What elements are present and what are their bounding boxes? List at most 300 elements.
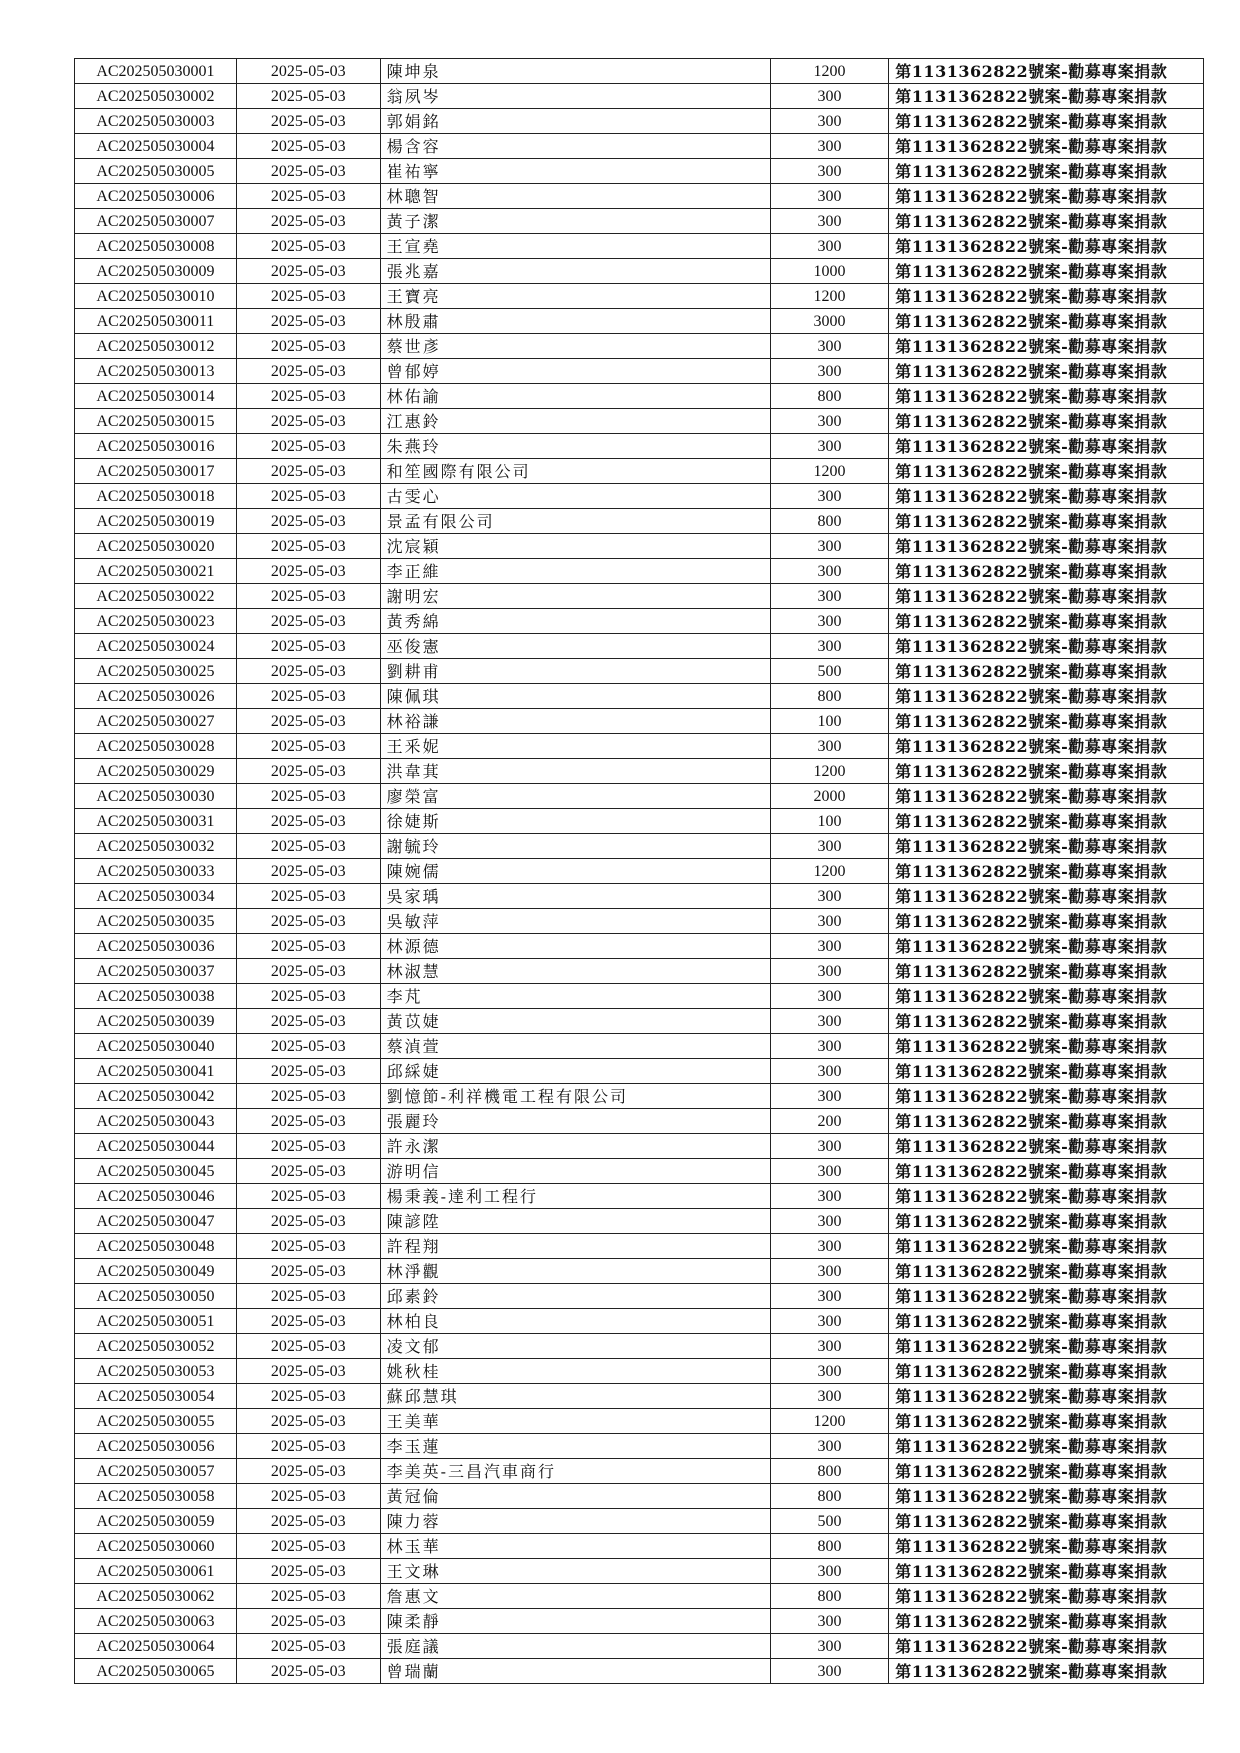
date-cell: 2025-05-03 (236, 459, 380, 484)
receipt-id-cell: AC202505030044 (75, 1134, 237, 1159)
donation-table (74, 58, 1204, 1684)
amount-cell: 300 (770, 434, 889, 459)
amount-cell: 300 (770, 109, 889, 134)
amount-cell: 1000 (770, 259, 889, 284)
receipt-id-cell: AC202505030047 (75, 1209, 237, 1234)
receipt-id-cell: AC202505030031 (75, 809, 237, 834)
table-row (75, 309, 1204, 334)
donor-name-cell: 謝明宏 (380, 584, 770, 609)
receipt-id-cell: AC202505030046 (75, 1184, 237, 1209)
amount-cell: 300 (770, 1209, 889, 1234)
date-cell: 2025-05-03 (236, 909, 380, 934)
donor-name-cell: 和笙國際有限公司 (380, 459, 770, 484)
amount-cell: 300 (770, 84, 889, 109)
amount-cell: 3000 (770, 309, 889, 334)
receipt-id-cell: AC202505030013 (75, 359, 237, 384)
table-row (75, 684, 1204, 709)
date-cell: 2025-05-03 (236, 1359, 380, 1384)
donor-name-cell: 吳家瑀 (380, 884, 770, 909)
donor-name-cell: 楊秉義-達利工程行 (380, 1184, 770, 1209)
date-cell: 2025-05-03 (236, 1659, 380, 1684)
note-cell: 第1131362822號案-勸募專案捐款 (889, 959, 1204, 984)
receipt-id-cell: AC202505030008 (75, 234, 237, 259)
date-cell: 2025-05-03 (236, 1534, 380, 1559)
note-cell: 第1131362822號案-勸募專案捐款 (889, 1409, 1204, 1434)
note-cell: 第1131362822號案-勸募專案捐款 (889, 259, 1204, 284)
donor-name-cell: 劉耕甫 (380, 659, 770, 684)
date-cell: 2025-05-03 (236, 1159, 380, 1184)
date-cell: 2025-05-03 (236, 734, 380, 759)
note-cell: 第1131362822號案-勸募專案捐款 (889, 309, 1204, 334)
note-cell: 第1131362822號案-勸募專案捐款 (889, 434, 1204, 459)
table-row (75, 734, 1204, 759)
donor-name-cell: 劉憶節-利祥機電工程有限公司 (380, 1084, 770, 1109)
note-cell: 第1131362822號案-勸募專案捐款 (889, 609, 1204, 634)
table-row (75, 1384, 1204, 1409)
table-row (75, 1334, 1204, 1359)
date-cell: 2025-05-03 (236, 384, 380, 409)
receipt-id-cell: AC202505030062 (75, 1584, 237, 1609)
date-cell: 2025-05-03 (236, 1584, 380, 1609)
donor-name-cell: 郭娟銘 (380, 109, 770, 134)
donor-name-cell: 王宣堯 (380, 234, 770, 259)
amount-cell: 2000 (770, 784, 889, 809)
date-cell: 2025-05-03 (236, 234, 380, 259)
table-row (75, 1234, 1204, 1259)
amount-cell: 500 (770, 659, 889, 684)
date-cell: 2025-05-03 (236, 959, 380, 984)
donor-name-cell: 林玉華 (380, 1534, 770, 1559)
table-row (75, 1534, 1204, 1559)
donor-name-cell: 林聰智 (380, 184, 770, 209)
date-cell: 2025-05-03 (236, 559, 380, 584)
date-cell: 2025-05-03 (236, 1034, 380, 1059)
note-cell: 第1131362822號案-勸募專案捐款 (889, 909, 1204, 934)
note-cell: 第1131362822號案-勸募專案捐款 (889, 1284, 1204, 1309)
date-cell: 2025-05-03 (236, 284, 380, 309)
note-cell: 第1131362822號案-勸募專案捐款 (889, 534, 1204, 559)
note-cell: 第1131362822號案-勸募專案捐款 (889, 409, 1204, 434)
donor-name-cell: 許程翔 (380, 1234, 770, 1259)
donor-name-cell: 陳坤泉 (380, 59, 770, 84)
amount-cell: 300 (770, 834, 889, 859)
amount-cell: 100 (770, 809, 889, 834)
receipt-id-cell: AC202505030065 (75, 1659, 237, 1684)
note-cell: 第1131362822號案-勸募專案捐款 (889, 1384, 1204, 1409)
note-cell: 第1131362822號案-勸募專案捐款 (889, 134, 1204, 159)
table-row (75, 759, 1204, 784)
table-row (75, 859, 1204, 884)
table-row (75, 1284, 1204, 1309)
table-row (75, 709, 1204, 734)
amount-cell: 1200 (770, 59, 889, 84)
receipt-id-cell: AC202505030001 (75, 59, 237, 84)
receipt-id-cell: AC202505030009 (75, 259, 237, 284)
receipt-id-cell: AC202505030033 (75, 859, 237, 884)
donor-name-cell: 蔡湞萱 (380, 1034, 770, 1059)
note-cell: 第1131362822號案-勸募專案捐款 (889, 484, 1204, 509)
amount-cell: 300 (770, 734, 889, 759)
amount-cell: 300 (770, 984, 889, 1009)
donor-name-cell: 李美英-三昌汽車商行 (380, 1459, 770, 1484)
receipt-id-cell: AC202505030038 (75, 984, 237, 1009)
date-cell: 2025-05-03 (236, 509, 380, 534)
receipt-id-cell: AC202505030015 (75, 409, 237, 434)
receipt-id-cell: AC202505030028 (75, 734, 237, 759)
table-row (75, 1484, 1204, 1509)
donor-name-cell: 徐婕斯 (380, 809, 770, 834)
date-cell: 2025-05-03 (236, 659, 380, 684)
donor-name-cell: 黃苡婕 (380, 1009, 770, 1034)
donor-name-cell: 巫俊憲 (380, 634, 770, 659)
table-row (75, 434, 1204, 459)
receipt-id-cell: AC202505030043 (75, 1109, 237, 1134)
date-cell: 2025-05-03 (236, 409, 380, 434)
table-row (75, 209, 1204, 234)
amount-cell: 300 (770, 134, 889, 159)
receipt-id-cell: AC202505030049 (75, 1259, 237, 1284)
receipt-id-cell: AC202505030055 (75, 1409, 237, 1434)
date-cell: 2025-05-03 (236, 359, 380, 384)
donor-name-cell: 廖榮富 (380, 784, 770, 809)
donor-name-cell: 王文琳 (380, 1559, 770, 1584)
amount-cell: 800 (770, 684, 889, 709)
amount-cell: 1200 (770, 759, 889, 784)
amount-cell: 300 (770, 1359, 889, 1384)
note-cell: 第1131362822號案-勸募專案捐款 (889, 809, 1204, 834)
date-cell: 2025-05-03 (236, 1009, 380, 1034)
table-row (75, 259, 1204, 284)
amount-cell: 300 (770, 1659, 889, 1684)
amount-cell: 1200 (770, 284, 889, 309)
receipt-id-cell: AC202505030012 (75, 334, 237, 359)
amount-cell: 500 (770, 1509, 889, 1534)
table-row (75, 584, 1204, 609)
note-cell: 第1131362822號案-勸募專案捐款 (889, 1034, 1204, 1059)
table-row (75, 1259, 1204, 1284)
date-cell: 2025-05-03 (236, 984, 380, 1009)
donor-name-cell: 陳柔靜 (380, 1609, 770, 1634)
donor-name-cell: 楊含容 (380, 134, 770, 159)
receipt-id-cell: AC202505030053 (75, 1359, 237, 1384)
amount-cell: 300 (770, 1084, 889, 1109)
amount-cell: 300 (770, 1559, 889, 1584)
note-cell: 第1131362822號案-勸募專案捐款 (889, 1534, 1204, 1559)
date-cell: 2025-05-03 (236, 634, 380, 659)
note-cell: 第1131362822號案-勸募專案捐款 (889, 834, 1204, 859)
receipt-id-cell: AC202505030050 (75, 1284, 237, 1309)
note-cell: 第1131362822號案-勸募專案捐款 (889, 734, 1204, 759)
note-cell: 第1131362822號案-勸募專案捐款 (889, 1209, 1204, 1234)
amount-cell: 300 (770, 234, 889, 259)
date-cell: 2025-05-03 (236, 1484, 380, 1509)
note-cell: 第1131362822號案-勸募專案捐款 (889, 284, 1204, 309)
note-cell: 第1131362822號案-勸募專案捐款 (889, 1434, 1204, 1459)
note-cell: 第1131362822號案-勸募專案捐款 (889, 159, 1204, 184)
donor-name-cell: 許永潔 (380, 1134, 770, 1159)
receipt-id-cell: AC202505030003 (75, 109, 237, 134)
receipt-id-cell: AC202505030063 (75, 1609, 237, 1634)
receipt-id-cell: AC202505030037 (75, 959, 237, 984)
amount-cell: 300 (770, 884, 889, 909)
receipt-id-cell: AC202505030030 (75, 784, 237, 809)
table-row (75, 809, 1204, 834)
table-row (75, 84, 1204, 109)
amount-cell: 300 (770, 209, 889, 234)
donor-name-cell: 李正維 (380, 559, 770, 584)
donor-name-cell: 沈宸穎 (380, 534, 770, 559)
receipt-id-cell: AC202505030059 (75, 1509, 237, 1534)
note-cell: 第1131362822號案-勸募專案捐款 (889, 1484, 1204, 1509)
receipt-id-cell: AC202505030039 (75, 1009, 237, 1034)
date-cell: 2025-05-03 (236, 184, 380, 209)
date-cell: 2025-05-03 (236, 884, 380, 909)
table-row (75, 1409, 1204, 1434)
donor-name-cell: 王釆妮 (380, 734, 770, 759)
donor-name-cell: 崔祐寧 (380, 159, 770, 184)
receipt-id-cell: AC202505030022 (75, 584, 237, 609)
date-cell: 2025-05-03 (236, 1084, 380, 1109)
note-cell: 第1131362822號案-勸募專案捐款 (889, 459, 1204, 484)
table-row (75, 1584, 1204, 1609)
date-cell: 2025-05-03 (236, 759, 380, 784)
amount-cell: 300 (770, 1284, 889, 1309)
donor-name-cell: 張兆嘉 (380, 259, 770, 284)
note-cell: 第1131362822號案-勸募專案捐款 (889, 59, 1204, 84)
table-row (75, 1459, 1204, 1484)
donor-name-cell: 林殷肅 (380, 309, 770, 334)
date-cell: 2025-05-03 (236, 1059, 380, 1084)
amount-cell: 300 (770, 484, 889, 509)
receipt-id-cell: AC202505030048 (75, 1234, 237, 1259)
table-row (75, 284, 1204, 309)
receipt-id-cell: AC202505030029 (75, 759, 237, 784)
note-cell: 第1131362822號案-勸募專案捐款 (889, 1134, 1204, 1159)
receipt-id-cell: AC202505030061 (75, 1559, 237, 1584)
note-cell: 第1131362822號案-勸募專案捐款 (889, 684, 1204, 709)
amount-cell: 300 (770, 334, 889, 359)
amount-cell: 300 (770, 159, 889, 184)
donor-name-cell: 黃子潔 (380, 209, 770, 234)
note-cell: 第1131362822號案-勸募專案捐款 (889, 1634, 1204, 1659)
amount-cell: 300 (770, 1609, 889, 1634)
amount-cell: 300 (770, 409, 889, 434)
table-row (75, 1184, 1204, 1209)
amount-cell: 300 (770, 959, 889, 984)
date-cell: 2025-05-03 (236, 1134, 380, 1159)
donor-name-cell: 景孟有限公司 (380, 509, 770, 534)
table-row (75, 1359, 1204, 1384)
donor-name-cell: 姚秋桂 (380, 1359, 770, 1384)
donor-name-cell: 翁夙岑 (380, 84, 770, 109)
amount-cell: 1200 (770, 1409, 889, 1434)
donor-name-cell: 李玉蓮 (380, 1434, 770, 1459)
receipt-id-cell: AC202505030019 (75, 509, 237, 534)
date-cell: 2025-05-03 (236, 534, 380, 559)
table-row (75, 1159, 1204, 1184)
amount-cell: 800 (770, 1459, 889, 1484)
donor-name-cell: 陳諺陞 (380, 1209, 770, 1234)
date-cell: 2025-05-03 (236, 1284, 380, 1309)
receipt-id-cell: AC202505030020 (75, 534, 237, 559)
receipt-id-cell: AC202505030006 (75, 184, 237, 209)
table-row (75, 384, 1204, 409)
table-row (75, 1559, 1204, 1584)
note-cell: 第1131362822號案-勸募專案捐款 (889, 1009, 1204, 1034)
table-row (75, 1609, 1204, 1634)
note-cell: 第1131362822號案-勸募專案捐款 (889, 934, 1204, 959)
receipt-id-cell: AC202505030051 (75, 1309, 237, 1334)
note-cell: 第1131362822號案-勸募專案捐款 (889, 234, 1204, 259)
receipt-id-cell: AC202505030040 (75, 1034, 237, 1059)
note-cell: 第1131362822號案-勸募專案捐款 (889, 184, 1204, 209)
amount-cell: 300 (770, 584, 889, 609)
amount-cell: 300 (770, 1009, 889, 1034)
note-cell: 第1131362822號案-勸募專案捐款 (889, 384, 1204, 409)
date-cell: 2025-05-03 (236, 484, 380, 509)
table-row (75, 409, 1204, 434)
donor-name-cell: 陳力蓉 (380, 1509, 770, 1534)
note-cell: 第1131362822號案-勸募專案捐款 (889, 109, 1204, 134)
date-cell: 2025-05-03 (236, 209, 380, 234)
note-cell: 第1131362822號案-勸募專案捐款 (889, 1259, 1204, 1284)
date-cell: 2025-05-03 (236, 784, 380, 809)
date-cell: 2025-05-03 (236, 1434, 380, 1459)
receipt-id-cell: AC202505030034 (75, 884, 237, 909)
date-cell: 2025-05-03 (236, 1459, 380, 1484)
donor-name-cell: 陳佩琪 (380, 684, 770, 709)
amount-cell: 300 (770, 1234, 889, 1259)
amount-cell: 300 (770, 634, 889, 659)
note-cell: 第1131362822號案-勸募專案捐款 (889, 1109, 1204, 1134)
amount-cell: 300 (770, 1259, 889, 1284)
table-row (75, 834, 1204, 859)
note-cell: 第1131362822號案-勸募專案捐款 (889, 1509, 1204, 1534)
date-cell: 2025-05-03 (236, 1109, 380, 1134)
note-cell: 第1131362822號案-勸募專案捐款 (889, 634, 1204, 659)
donor-name-cell: 王美華 (380, 1409, 770, 1434)
amount-cell: 800 (770, 1484, 889, 1509)
table-row (75, 1109, 1204, 1134)
note-cell: 第1131362822號案-勸募專案捐款 (889, 659, 1204, 684)
table-row (75, 459, 1204, 484)
receipt-id-cell: AC202505030016 (75, 434, 237, 459)
amount-cell: 300 (770, 559, 889, 584)
note-cell: 第1131362822號案-勸募專案捐款 (889, 209, 1204, 234)
date-cell: 2025-05-03 (236, 1634, 380, 1659)
donor-name-cell: 詹惠文 (380, 1584, 770, 1609)
amount-cell: 300 (770, 534, 889, 559)
note-cell: 第1131362822號案-勸募專案捐款 (889, 1084, 1204, 1109)
note-cell: 第1131362822號案-勸募專案捐款 (889, 1559, 1204, 1584)
date-cell: 2025-05-03 (236, 584, 380, 609)
amount-cell: 300 (770, 184, 889, 209)
donor-name-cell: 吳敏萍 (380, 909, 770, 934)
amount-cell: 800 (770, 509, 889, 534)
receipt-id-cell: AC202505030052 (75, 1334, 237, 1359)
amount-cell: 300 (770, 1034, 889, 1059)
note-cell: 第1131362822號案-勸募專案捐款 (889, 759, 1204, 784)
receipt-id-cell: AC202505030011 (75, 309, 237, 334)
donor-name-cell: 林柏良 (380, 1309, 770, 1334)
amount-cell: 1200 (770, 859, 889, 884)
date-cell: 2025-05-03 (236, 1334, 380, 1359)
table-row (75, 934, 1204, 959)
receipt-id-cell: AC202505030056 (75, 1434, 237, 1459)
note-cell: 第1131362822號案-勸募專案捐款 (889, 584, 1204, 609)
note-cell: 第1131362822號案-勸募專案捐款 (889, 784, 1204, 809)
receipt-id-cell: AC202505030057 (75, 1459, 237, 1484)
note-cell: 第1131362822號案-勸募專案捐款 (889, 509, 1204, 534)
receipt-id-cell: AC202505030002 (75, 84, 237, 109)
donor-name-cell: 林裕謙 (380, 709, 770, 734)
table-row (75, 1009, 1204, 1034)
table-row (75, 1634, 1204, 1659)
receipt-id-cell: AC202505030064 (75, 1634, 237, 1659)
table-row (75, 609, 1204, 634)
date-cell: 2025-05-03 (236, 1209, 380, 1234)
date-cell: 2025-05-03 (236, 434, 380, 459)
receipt-id-cell: AC202505030024 (75, 634, 237, 659)
note-cell: 第1131362822號案-勸募專案捐款 (889, 1059, 1204, 1084)
note-cell: 第1131362822號案-勸募專案捐款 (889, 1359, 1204, 1384)
table-row (75, 959, 1204, 984)
amount-cell: 300 (770, 1309, 889, 1334)
receipt-id-cell: AC202505030010 (75, 284, 237, 309)
note-cell: 第1131362822號案-勸募專案捐款 (889, 84, 1204, 109)
table-row (75, 1059, 1204, 1084)
table-row (75, 359, 1204, 384)
date-cell: 2025-05-03 (236, 1259, 380, 1284)
table-row (75, 984, 1204, 1009)
donor-name-cell: 古雯心 (380, 484, 770, 509)
table-row (75, 634, 1204, 659)
note-cell: 第1131362822號案-勸募專案捐款 (889, 1159, 1204, 1184)
date-cell: 2025-05-03 (236, 1309, 380, 1334)
date-cell: 2025-05-03 (236, 84, 380, 109)
note-cell: 第1131362822號案-勸募專案捐款 (889, 1334, 1204, 1359)
table-row (75, 1084, 1204, 1109)
receipt-id-cell: AC202505030021 (75, 559, 237, 584)
table-row (75, 1134, 1204, 1159)
donor-name-cell: 張庭議 (380, 1634, 770, 1659)
amount-cell: 800 (770, 1584, 889, 1609)
table-row (75, 1034, 1204, 1059)
amount-cell: 300 (770, 1434, 889, 1459)
amount-cell: 800 (770, 384, 889, 409)
note-cell: 第1131362822號案-勸募專案捐款 (889, 334, 1204, 359)
table-row (75, 184, 1204, 209)
receipt-id-cell: AC202505030058 (75, 1484, 237, 1509)
date-cell: 2025-05-03 (236, 1559, 380, 1584)
amount-cell: 1200 (770, 459, 889, 484)
receipt-id-cell: AC202505030025 (75, 659, 237, 684)
donor-name-cell: 江惠鈴 (380, 409, 770, 434)
table-row (75, 909, 1204, 934)
amount-cell: 300 (770, 1384, 889, 1409)
receipt-id-cell: AC202505030060 (75, 1534, 237, 1559)
receipt-id-cell: AC202505030014 (75, 384, 237, 409)
amount-cell: 300 (770, 359, 889, 384)
donor-name-cell: 曾郁婷 (380, 359, 770, 384)
donor-name-cell: 蔡世彥 (380, 334, 770, 359)
donor-name-cell: 邱素鈴 (380, 1284, 770, 1309)
donor-name-cell: 林淨觀 (380, 1259, 770, 1284)
receipt-id-cell: AC202505030023 (75, 609, 237, 634)
date-cell: 2025-05-03 (236, 134, 380, 159)
donor-name-cell: 朱燕玲 (380, 434, 770, 459)
table-row (75, 484, 1204, 509)
